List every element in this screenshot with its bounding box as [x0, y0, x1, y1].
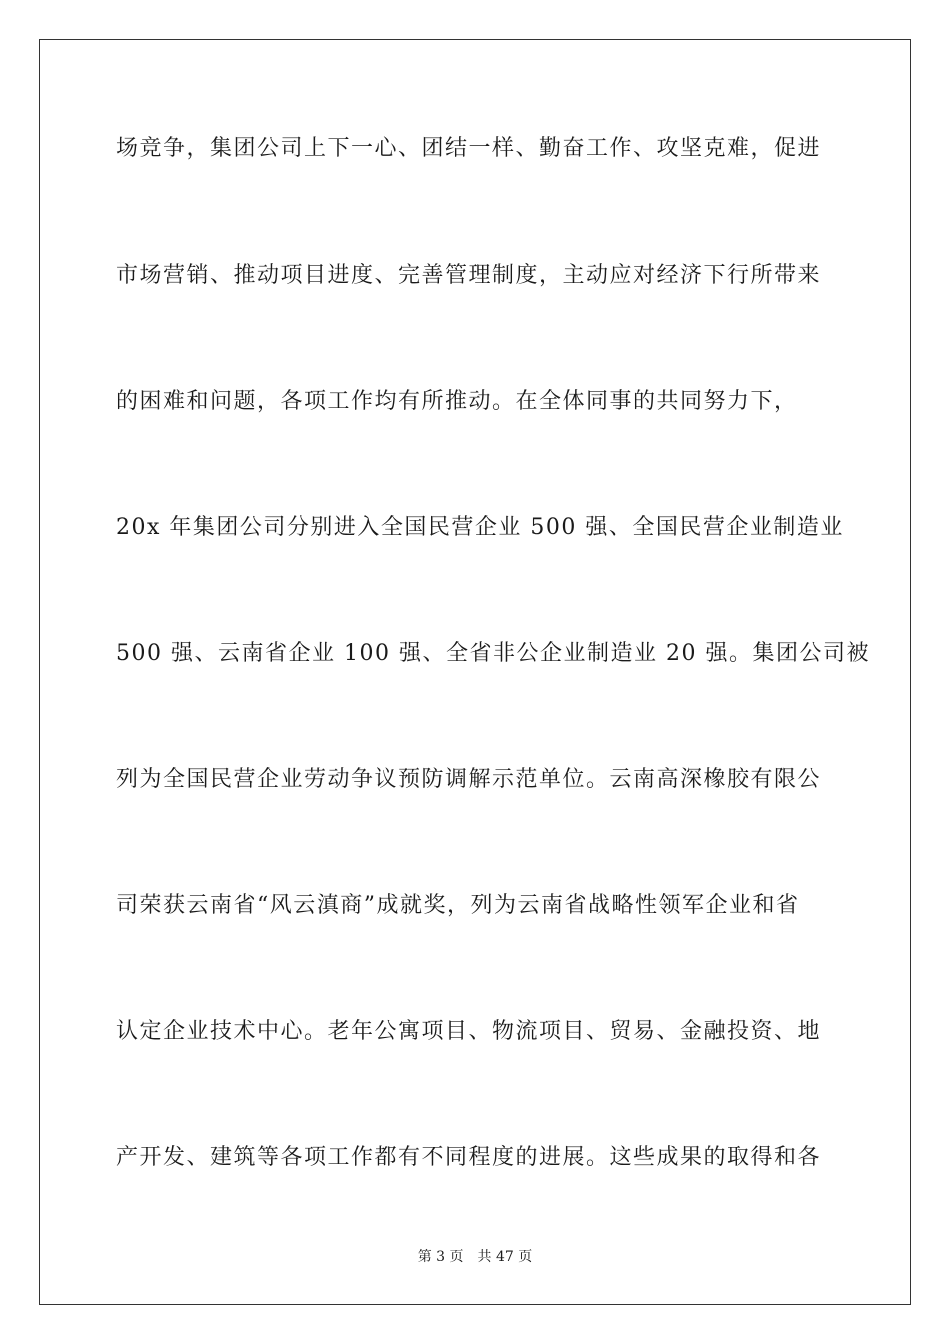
- page-footer: [40, 1248, 910, 1266]
- text-line: 的困难和问题，各项工作均有所推动。在全体同事的共同努力下，: [116, 389, 798, 414]
- text-line: 20x 年集团公司分别进入全国民营企业 500 强、全国民营企业制造业: [116, 515, 844, 540]
- text-line: 场竞争，集团公司上下一心、团结一样、勤奋工作、攻坚克难，促进: [116, 136, 822, 161]
- text-line: 司荣获云南省“风云滇商”成就奖，列为云南省战略性领军企业和省: [116, 893, 800, 918]
- text-line: 认定企业技术中心。老年公寓项目、物流项目、贸易、金融投资、地: [116, 1019, 822, 1044]
- page-border: [39, 39, 911, 1305]
- text-line: 市场营销、推动项目进度、完善管理制度，主动应对经济下行所带来: [116, 263, 822, 288]
- text-line: 产开发、建筑等各项工作都有不同程度的进展。这些成果的取得和各: [116, 1145, 822, 1170]
- page-number: 第 3 页: [417, 1249, 464, 1265]
- text-line: 500 强、云南省企业 100 强、全省非公企业制造业 20 强。集团公司被: [116, 641, 870, 666]
- text-line: 列为全国民营企业劳动争议预防调解示范单位。云南高深橡胶有限公: [116, 767, 822, 792]
- total-pages: 共 47 页: [477, 1249, 533, 1265]
